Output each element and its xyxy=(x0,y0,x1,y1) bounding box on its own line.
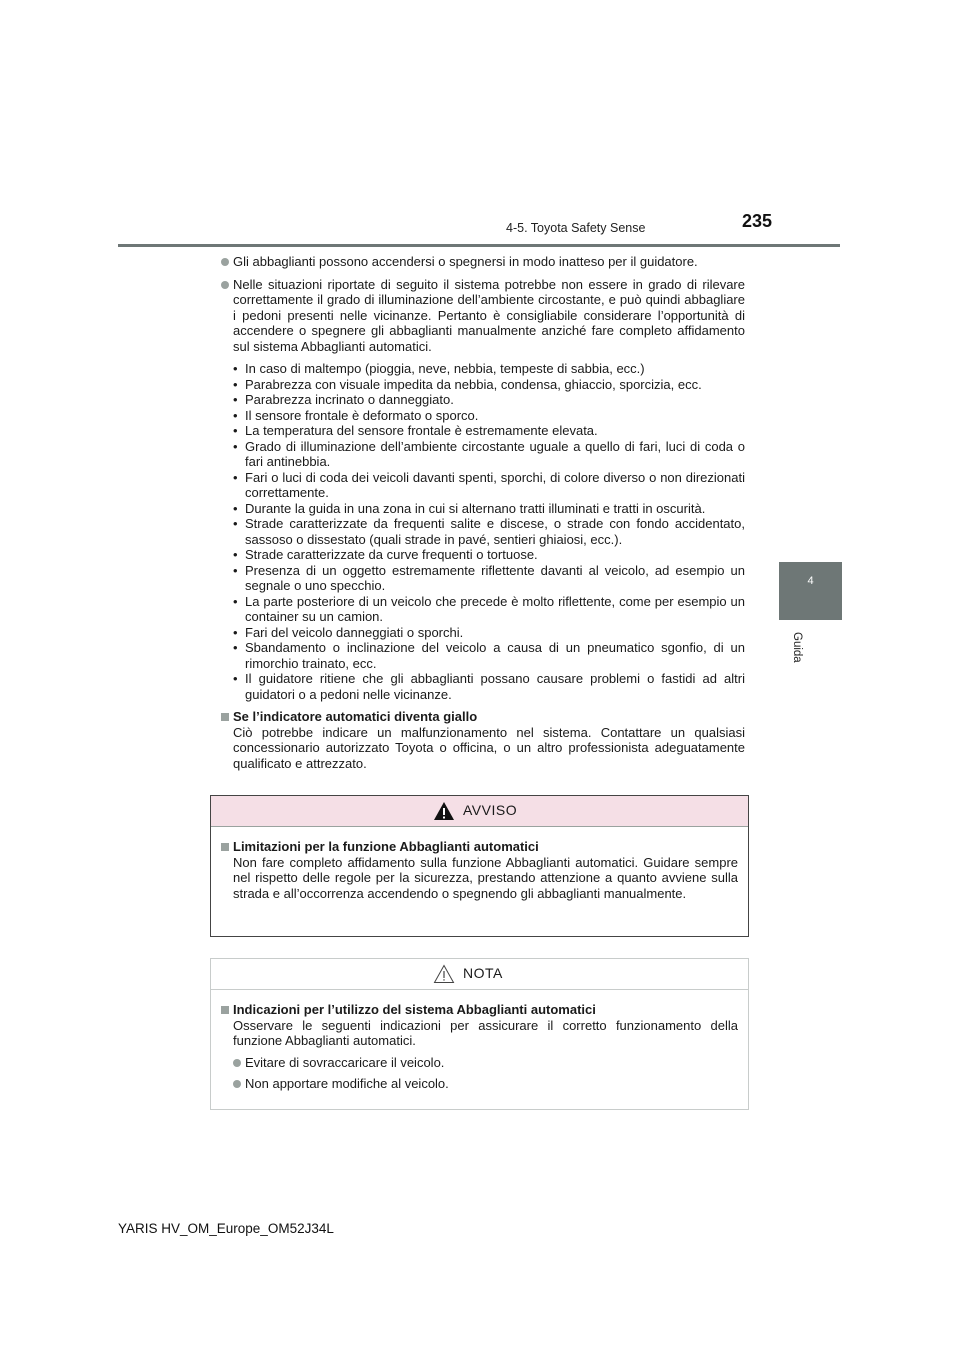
note-text: Osservare le seguenti indicazioni per assicurare il corretto funzionamento della funzione Abbaglianti automatici. xyxy=(233,1017,738,1048)
header-rule xyxy=(118,244,840,247)
section-square-icon xyxy=(221,1006,229,1014)
bullet-text: Non apportare modifiche al veicolo. xyxy=(245,1076,449,1091)
chapter-tab xyxy=(779,562,842,620)
main-content xyxy=(221,254,745,771)
note-item xyxy=(221,1002,738,1049)
bullet-text: Nelle situazioni riportate di seguito il sistema potrebbe non essere in grado di rilevare correttamente il grado di illuminazione dell’ambiente circostante, e può quindi abbagliare i pedoni presenti nelle vicinanze. Pertanto è consigliabile considerare l’opportunità di accendere o spegnere gli abbaglianti manualmente anziché fare completo affidamento sul sistema Abbaglianti automatici. xyxy=(233,276,745,354)
warning-triangle-icon xyxy=(433,801,455,825)
list-item: • Strade caratterizzate da curve frequenti o tortuose. xyxy=(233,547,745,563)
bullet-item xyxy=(221,277,745,355)
note-header xyxy=(211,959,748,990)
bullet-dot-icon xyxy=(221,258,229,266)
warning-box xyxy=(210,795,749,937)
note-bullet xyxy=(233,1076,738,1092)
list-item: • Il guidatore ritiene che gli abbaglianti possano causare problemi o fastidi ad altri guidatori o a pedoni nelle vicinanze. xyxy=(233,671,745,702)
list-item: • Fari del veicolo danneggiati o sporchi. xyxy=(233,625,745,641)
section-text: Ciò potrebbe indicare un malfunzionamento nel sistema. Contattare un qualsiasi concessionario autorizzato Toyota o officina, o un altro professionista adeguatamente qualificato e attrezzato. xyxy=(233,724,745,771)
list-item: • Strade caratterizzate da frequenti salite e discese, o strade con fondo accidentato, sassoso o dissestato (quali strade in pavé, sentieri ghiaiosi, ecc.). xyxy=(233,516,745,547)
list-item: • Durante la guida in una zona in cui si alternano tratti illuminati e tratti in oscurità. xyxy=(233,501,745,517)
list-item: • Presenza di un oggetto estremamente riflettente davanti al veicolo, ad esempio un segnale o uno specchio. xyxy=(233,563,745,594)
warning-header xyxy=(211,796,748,827)
list-item: • Il sensore frontale è deformato o sporco. xyxy=(233,408,745,424)
footer-code: YARIS HV_OM_Europe_OM52J34L xyxy=(118,1221,334,1236)
caution-triangle-icon xyxy=(433,964,455,988)
bullet-dot-icon xyxy=(233,1080,241,1088)
section-title: Se l’indicatore automatici diventa giallo xyxy=(233,709,478,724)
note-title: NOTA xyxy=(463,965,503,981)
bullet-text: Gli abbaglianti possono accendersi o spegnersi in modo inatteso per il guidatore. xyxy=(233,254,698,269)
list-item: • Fari o luci di coda dei veicoli davanti spenti, sporchi, di colore diverso o non direzionati correttamente. xyxy=(233,470,745,501)
note-bullet xyxy=(233,1055,738,1071)
warning-heading: Limitazioni per la funzione Abbaglianti automatici xyxy=(233,839,539,854)
bullet-text: Evitare di sovraccaricare il veicolo. xyxy=(245,1054,445,1070)
list-item: • Parabrezza incrinato o danneggiato. xyxy=(233,392,745,408)
note-heading: Indicazioni per l’utilizzo del sistema Abbaglianti automatici xyxy=(233,1002,596,1017)
warning-text: Non fare completo affidamento sulla funzione Abbaglianti automatici. Guidare sempre nel rispetto delle regole per la sicurezza, prestando attenzione a quanto avviene sulla strada e all’occorrenza accendendo o spegnendo gli abbaglianti manualmente. xyxy=(233,854,738,901)
list-item: • Parabrezza con visuale impedita da nebbia, condensa, ghiaccio, sporcizia, ecc. xyxy=(233,377,745,393)
bullet-dot-icon xyxy=(221,281,229,289)
bullet-dot-icon xyxy=(233,1059,241,1067)
list-item: • La parte posteriore di un veicolo che precede è molto riflettente, come per esempio un container su un camion. xyxy=(233,594,745,625)
warning-title: AVVISO xyxy=(463,802,518,818)
chapter-label: Guida xyxy=(791,632,803,663)
section-square-icon xyxy=(221,843,229,851)
chapter-number: 4 xyxy=(807,575,814,587)
section-square-icon xyxy=(221,713,229,721)
list-item: • Grado di illuminazione dell’ambiente circostante uguale a quello di fari, luci di coda o fari antinebbia. xyxy=(233,439,745,470)
indicator-section xyxy=(221,709,745,771)
list-item: • La temperatura del sensore frontale è estremamente elevata. xyxy=(233,423,745,439)
list-item: • Sbandamento o inclinazione del veicolo a causa di un pneumatico sgonfio, di un rimorchio trainato, ecc. xyxy=(233,640,745,671)
page-number: 235 xyxy=(742,211,773,231)
list-item: • In caso di maltempo (pioggia, neve, nebbia, tempeste di sabbia, ecc.) xyxy=(233,361,745,377)
warning-item xyxy=(221,839,738,901)
note-box xyxy=(210,958,749,1110)
section-header: 4-5. Toyota Safety Sense xyxy=(506,221,646,235)
situations-list xyxy=(221,361,745,702)
bullet-item xyxy=(221,254,745,270)
